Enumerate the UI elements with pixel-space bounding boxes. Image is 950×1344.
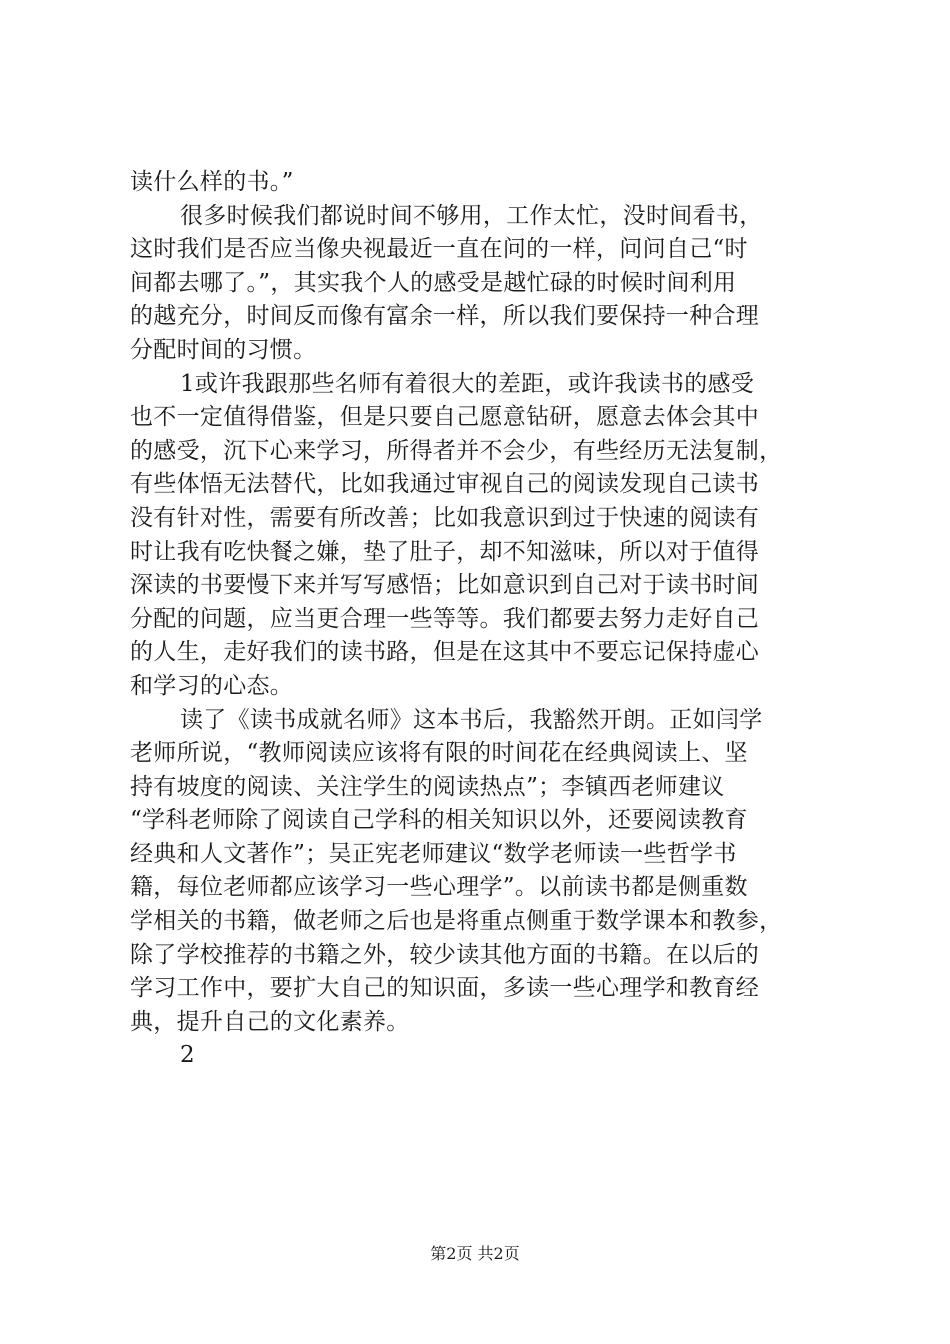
text-line: 间都去哪了。”，其实我个人的感受是越忙碌的时候时间利用 [130, 269, 737, 296]
text-line: 除了学校推荐的书籍之外，较少读其他方面的书籍。在以后的 [130, 941, 760, 968]
text-line: 的越充分，时间反而像有富余一样，所以我们要保持一种合理 [130, 303, 760, 330]
text-line: 的感受，沉下心来学习，所得者并不会少，有些经历无法复制， [130, 437, 783, 464]
text-line: 深读的书要慢下来并写写感悟；比如意识到自己对于读书时间 [130, 572, 760, 599]
text-line: 的人生，走好我们的读书路，但是在这其中不要忘记保持虚心 [130, 639, 760, 666]
text-line: 分配时间的习惯。 [130, 336, 317, 363]
text-line: 1或许我跟那些名师有着很大的差距，或许我读书的感受 [180, 370, 755, 397]
text-line: “学科老师除了阅读自己学科的相关知识以外，还要阅读教育 [130, 807, 748, 834]
page-footer: 第2页 共2页 [430, 1244, 520, 1263]
paragraph [130, 1039, 830, 1073]
paragraph [130, 166, 830, 200]
text-line: 学习工作中，要扩大自己的知识面，多读一些心理学和教育经 [130, 975, 760, 1002]
text-line: 这时我们是否应当像央视最近一直在问的一样，问问自己“时 [130, 236, 748, 263]
text-line: 老师所说，“教师阅读应该将有限的时间花在经典阅读上、坚 [130, 740, 748, 767]
text-line: 分配的问题，应当更合理一些等等。我们都要去努力走好自己 [130, 605, 760, 632]
text-line: 时让我有吃快餐之嫌，垫了肚子，却不知滋味，所以对于值得 [130, 538, 760, 565]
paragraph [130, 200, 830, 368]
paragraph [130, 704, 830, 1040]
paragraph [130, 368, 830, 704]
text-line: 也不一定值得借鉴，但是只要自己愿意钻研，愿意去体会其中 [130, 404, 760, 431]
text-line: 经典和人文著作”；吴正宪老师建议“数学老师读一些哲学书 [130, 840, 737, 867]
text-line: 读了《读书成就名师》这本书后，我豁然开朗。正如闫学 [180, 706, 763, 733]
text-line: 学相关的书籍，做老师之后也是将重点侧重于数学课本和教参， [130, 908, 783, 935]
text-line: 籍，每位老师都应该学习一些心理学”。以前读书都是侧重数 [130, 874, 748, 901]
text-line: 2 [180, 1042, 195, 1069]
text-line: 读什么样的书。” [130, 169, 294, 195]
text-line: 持有坡度的阅读、关注学生的阅读热点”；李镇西老师建议 [130, 773, 725, 800]
text-line: 和学习的心态。 [130, 672, 294, 699]
text-line: 有些体悟无法替代，比如我通过审视自己的阅读发现自己读书 [130, 471, 760, 498]
text-line: 很多时候我们都说时间不够用，工作太忙，没时间看书， [180, 202, 763, 229]
document-body [130, 166, 830, 1073]
text-line: 典，提升自己的文化素养。 [130, 1008, 410, 1035]
text-line: 没有针对性，需要有所改善；比如我意识到过于快速的阅读有 [130, 504, 760, 531]
